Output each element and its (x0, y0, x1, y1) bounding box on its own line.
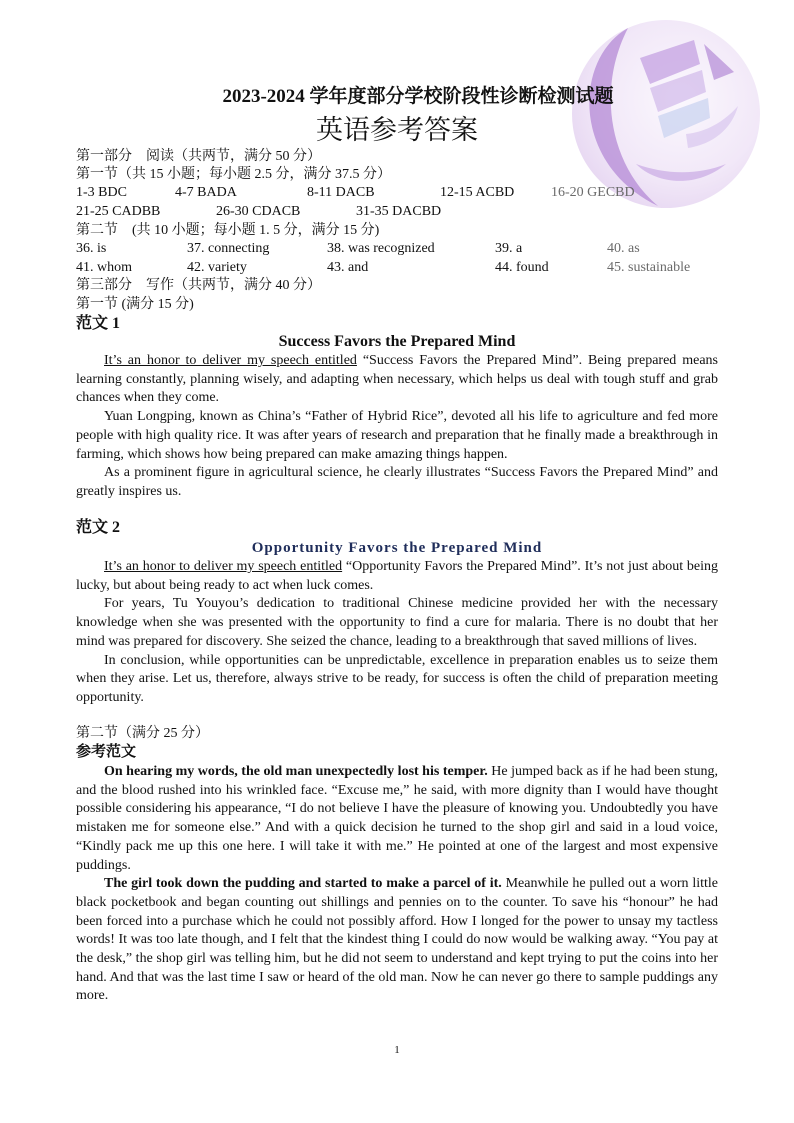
paragraph (76, 875, 718, 1006)
paragraph (76, 652, 718, 708)
answer-item: 21-25 CADBB (76, 204, 161, 219)
answer-item: 1-3 BDC (76, 185, 127, 200)
paragraph-text: For years, Tu Youyou’s dedication to traditional Chinese medicine provided her with the necessary knowledge when she was presented with the opportunity to find a cure for malaria. There is no doubt that her mind was prepared for discovery. She seized the chance, leading to a breakthrough that saved millions of lives. (76, 596, 718, 649)
paragraph-lead: It’s an honor to deliver my speech entitled (104, 353, 357, 368)
sample1-title: Success Favors the Prepared Mind (278, 333, 516, 350)
reading-section2-heading: 第二节 (共 10 小题；每小题 1. 5 分，满分 15 分) (76, 223, 380, 238)
paragraph (76, 595, 718, 651)
answer-item: 42. variety (187, 260, 247, 275)
sample1-body (76, 352, 718, 502)
writing-section1-heading: 第一节 (满分 15 分) (76, 297, 194, 312)
reference-sample-label: 参考范文 (76, 744, 137, 760)
writing-section2-heading: 第二节（满分 25 分） (76, 726, 209, 741)
sample2-body (76, 558, 718, 708)
paragraph-text: In conclusion, while opportunities can be unpredictable, excellence in preparation enables us to seize them when they arise. Let us, therefore, always strive to be ready, for success is often the child of preparation meeting opportunity. (76, 652, 718, 705)
paragraph-text: He jumped back as if he had been stung, and the blood rushed into his wrinkled face. “Excuse me,” he said, with more dignity than I would have thought possible considering his appearance, “I do not believe I have the pleasure of knowing you. Undoubtedly you have mistaken me for someone else.” And with a quick decision he turned to the shop girl and said in a loud voice, “Kindly pack me up this one here. I will take it with me.” He pointed at one of the largest and most expensive puddings. (76, 764, 718, 873)
answer-item: 41. whom (76, 260, 132, 275)
reference-sample-body (76, 763, 718, 1006)
paragraph (76, 464, 718, 501)
answer-item: 39. a (495, 241, 523, 256)
paragraph (76, 352, 718, 408)
paragraph-text: Meanwhile he pulled out a worn little black pocketbook and began counting out shillings and pennies on to the counter. To save his “honour” he had been forced into a purchase which he could not possibly afford. How I longed for the power to unsay my tactless words! It was too late though, and I felt that the kindest thing I could do now would be walking away. “You pay at the desk,” the shop girl was telling him, but he did not seem to understand and kept trying to put the coins into her hand. And that was the last time I saw or heard of the old man. Now he can never go there to sample puddings any more. (76, 876, 719, 1004)
paragraph-text: “Success Favors the Prepared Mind”. Being prepared means learning constantly, planning wisely, and adapting when necessary, which helps us deal with tough stuff and grab chances when they come. (76, 353, 718, 406)
sample2-label: 范文 2 (76, 519, 121, 536)
paragraph-lead: The girl took down the pudding and started to make a parcel of it. (104, 876, 502, 892)
answer-item: 12-15 ACBD (440, 185, 515, 200)
document-title: 2023-2024 学年度部分学校阶段性诊断检测试题 (222, 86, 614, 107)
document-subtitle: 英语参考答案 (316, 115, 478, 145)
paragraph (76, 408, 718, 464)
paragraph-text: Yuan Longping, known as China’s “Father of Hybrid Rice”, devoted all his life to agriculture and fed more people with high quality rice. It was after years of research and preparation that he finally made a breakthrough in farming, which shows how being prepared can make amazing things happen. (76, 409, 718, 462)
paragraph-text: “Opportunity Favors the Prepared Mind”. It’s not just about being lucky, but about being ready to act when luck comes. (76, 559, 719, 593)
answer-item: 4-7 BADA (175, 185, 237, 200)
reading-section1-heading: 第一节（共 15 小题；每小题 2.5 分，满分 37.5 分） (76, 167, 391, 182)
answer-item: 40. as (607, 241, 640, 256)
answer-item: 38. was recognized (327, 241, 435, 256)
sample2-title: Opportunity Favors the Prepared Mind (251, 540, 543, 556)
answer-item: 45. sustainable (607, 260, 691, 275)
answer-item: 26-30 CDACB (216, 204, 301, 219)
answer-item: 44. found (495, 260, 549, 275)
paragraph-lead: On hearing my words, the old man unexpectedly lost his temper. (104, 764, 488, 779)
paragraph-lead: It’s an honor to deliver my speech entitled (104, 559, 343, 574)
answer-item: 8-11 DACB (307, 185, 375, 200)
sample1-label: 范文 1 (76, 315, 121, 332)
writing-heading: 第三部分 写作（共两节，满分 40 分） (76, 278, 321, 293)
answer-item: 31-35 DACBD (356, 204, 442, 219)
paragraph-text: As a prominent figure in agricultural science, he clearly illustrates “Success Favors the Prepared Mind” and greatly inspires us. (76, 465, 718, 499)
answer-item: 36. is (76, 241, 107, 256)
paragraph (76, 558, 718, 595)
answer-item: 37. connecting (187, 241, 270, 256)
reading-heading: 第一部分 阅读（共两节，满分 50 分） (76, 149, 321, 164)
answer-item: 16-20 GECBD (551, 185, 635, 200)
answer-item: 43. and (327, 260, 369, 275)
paragraph (76, 763, 718, 875)
page-number: 1 (394, 1044, 400, 1056)
